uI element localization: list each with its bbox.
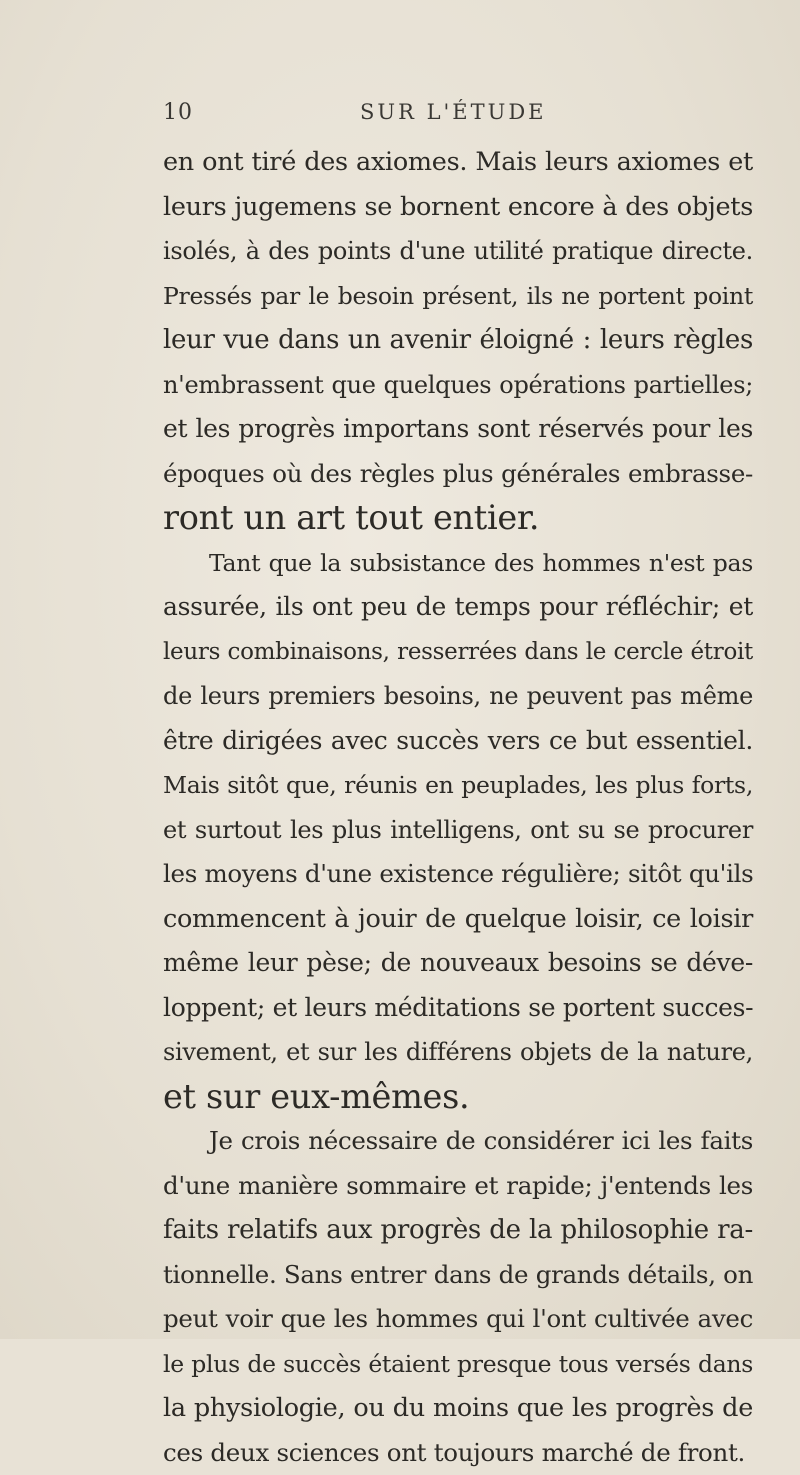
text-line: commencent à jouir de quelque loisir, ce loisir [163,897,753,942]
text-line: n'embrassent que quelques opérations partielles; [163,363,753,408]
text-line: assurée, ils ont peu de temps pour réfléchir; et [163,585,753,630]
text-line: Pressés par le besoin présent, ils ne portent point [163,274,753,319]
text-line: sivement, et sur les différens objets de la nature, [163,1030,753,1075]
text-line: en ont tiré des axiomes. Mais leurs axiomes et [163,140,753,185]
paragraph-first-line: Tant que la subsistance des hommes n'est pas [163,541,753,586]
text-line: Mais sitôt que, réunis en peuplades, les plus forts, [163,763,753,808]
running-head [163,98,743,134]
text-line: loppent; et leurs méditations se portent succes- [163,986,753,1031]
text-line: isolés, à des points d'une utilité pratique directe. [163,229,753,274]
text-line: ront un art tout entier. [163,496,753,541]
text-line: la physiologie, ou du moins que les progrès de [163,1386,753,1431]
page-number: 10 [163,100,193,125]
text-line: ces deux sciences ont toujours marché de front. [163,1431,753,1475]
text-line: leur vue dans un avenir éloigné : leurs règles [163,318,753,363]
text-line: leurs combinaisons, resserrées dans le cercle étroit [163,630,753,675]
text-line: et sur eux-mêmes. [163,1075,753,1120]
text-line: leurs jugemens se bornent encore à des objets [163,185,753,230]
body-text [163,140,753,1475]
text-line: et les progrès importans sont réservés pour les [163,407,753,452]
text-line: le plus de succès étaient presque tous versés dans [163,1342,753,1387]
text-line: tionnelle. Sans entrer dans de grands détails, on [163,1253,753,1298]
text-line: époques où des règles plus générales embrasse- [163,452,753,497]
text-line: peut voir que les hommes qui l'ont cultivée avec [163,1297,753,1342]
text-line: même leur pèse; de nouveaux besoins se déve- [163,941,753,986]
text-line: d'une manière sommaire et rapide; j'entends les [163,1164,753,1209]
running-title: SUR L'ÉTUDE [360,100,547,124]
text-line: les moyens d'une existence régulière; sitôt qu'ils [163,852,753,897]
text-line: et surtout les plus intelligens, ont su se procurer [163,808,753,853]
text-line: de leurs premiers besoins, ne peuvent pas même [163,674,753,719]
paragraph-first-line: Je crois nécessaire de considérer ici les faits [163,1119,753,1164]
text-line: faits relatifs aux progrès de la philosophie ra- [163,1208,753,1253]
text-line: être dirigées avec succès vers ce but essentiel. [163,719,753,764]
